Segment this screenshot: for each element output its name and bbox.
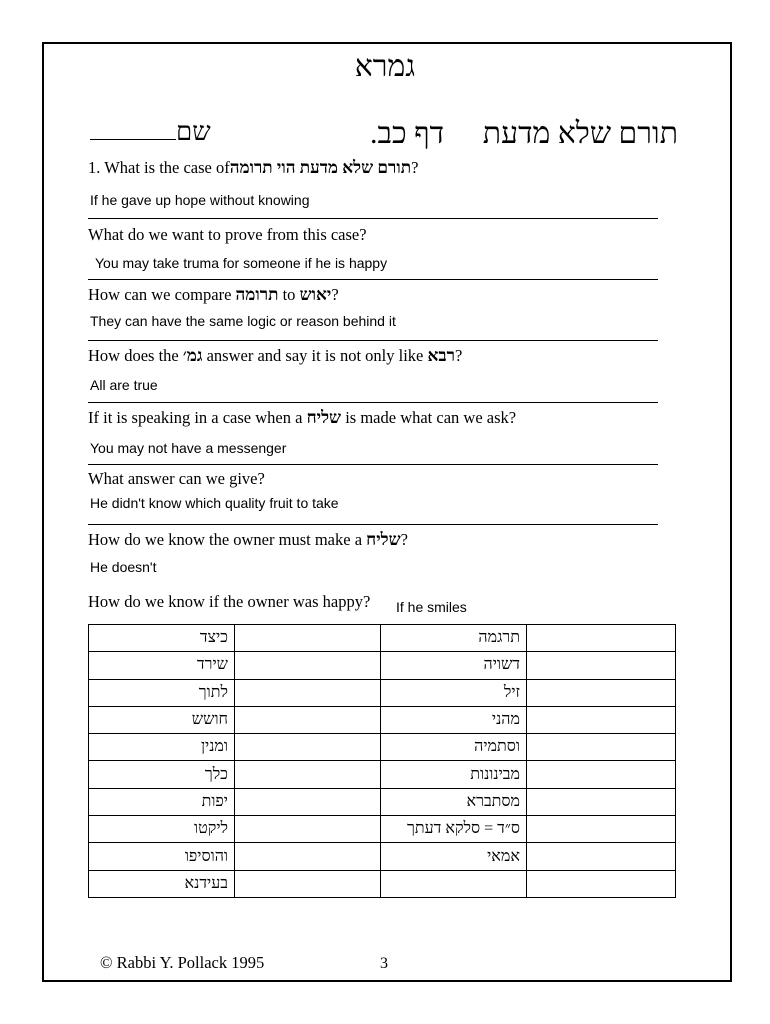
translation-cell[interactable]	[527, 761, 676, 788]
answer-3[interactable]: They can have the same logic or reason behind it	[90, 313, 396, 329]
table-row	[89, 843, 676, 870]
translation-cell[interactable]	[235, 870, 381, 897]
vocab-word-cell: דשויה	[381, 652, 527, 679]
answer-4[interactable]: All are true	[90, 377, 158, 393]
vocab-word-cell: זיל	[381, 679, 527, 706]
question-6: What answer can we give?	[88, 469, 265, 488]
table-row	[89, 652, 676, 679]
vocab-word-cell: יפות	[89, 788, 235, 815]
vocab-word-cell: תרגמה	[381, 625, 527, 652]
translation-cell[interactable]	[527, 679, 676, 706]
vocab-word-cell: וסתמיה	[381, 734, 527, 761]
answer-6[interactable]: He didn't know which quality fruit to take	[90, 495, 339, 511]
answer-line	[88, 402, 658, 403]
page-title: גמרא	[354, 50, 416, 83]
translation-cell[interactable]	[527, 843, 676, 870]
answer-7[interactable]: He doesn't	[90, 559, 157, 575]
question-5: If it is speaking in a case when a שליח is made what can we ask?	[88, 408, 517, 427]
answer-2[interactable]: You may take truma for someone if he is happy	[95, 255, 388, 271]
translation-cell[interactable]	[235, 706, 381, 733]
answer-1[interactable]: If he gave up hope without knowing	[90, 192, 310, 208]
translation-cell[interactable]	[235, 843, 381, 870]
answer-5[interactable]: You may not have a messenger	[90, 440, 287, 456]
table-row	[89, 625, 676, 652]
vocab-word-cell: ומנין	[89, 734, 235, 761]
table-row	[89, 734, 676, 761]
translation-cell[interactable]	[235, 734, 381, 761]
translation-cell[interactable]	[527, 816, 676, 843]
answer-line	[88, 218, 658, 219]
vocab-word-cell: מהני	[381, 706, 527, 733]
question-7: How do we know the owner must make a שליח?	[88, 530, 408, 549]
question-3: How can we compare תרומה to יאוש?	[88, 285, 339, 304]
question-8: How do we know if the owner was happy?	[88, 592, 371, 611]
vocab-word-cell: חושש	[89, 706, 235, 733]
copyright: © Rabbi Y. Pollack 1995	[100, 953, 265, 972]
vocab-word-cell: ס״ד = סלקא דעתך	[381, 816, 527, 843]
vocab-word-cell: בעידנא	[89, 870, 235, 897]
topic-heading: תורם שלא מדעת	[482, 117, 678, 150]
translation-cell[interactable]	[235, 816, 381, 843]
table-row	[89, 706, 676, 733]
translation-cell[interactable]	[527, 734, 676, 761]
vocab-word-cell: שירד	[89, 652, 235, 679]
name-blank[interactable]	[90, 117, 176, 140]
answer-line	[88, 340, 658, 341]
answer-line	[88, 524, 658, 525]
translation-cell[interactable]	[235, 652, 381, 679]
vocab-word-cell: כיצד	[89, 625, 235, 652]
vocab-word-cell: ליקטו	[89, 816, 235, 843]
table-row	[89, 679, 676, 706]
translation-cell[interactable]	[527, 870, 676, 897]
translation-cell[interactable]	[527, 652, 676, 679]
vocab-word-cell: כלך	[89, 761, 235, 788]
translation-cell[interactable]	[527, 788, 676, 815]
daf-heading: דף כב.	[370, 117, 445, 150]
name-label: שם	[176, 117, 211, 146]
question-2: What do we want to prove from this case?	[88, 225, 367, 244]
answer-line	[88, 464, 658, 465]
vocab-word-cell: לתוך	[89, 679, 235, 706]
answer-line	[88, 279, 658, 280]
translation-cell[interactable]	[235, 788, 381, 815]
translation-cell[interactable]	[235, 625, 381, 652]
table-row	[89, 870, 676, 897]
page-number: 3	[380, 955, 388, 972]
translation-cell[interactable]	[527, 706, 676, 733]
translation-cell[interactable]	[527, 625, 676, 652]
table-row	[89, 788, 676, 815]
question-4: How does the גמ׳ answer and say it is not only like רבא?	[88, 346, 463, 365]
translation-cell[interactable]	[235, 679, 381, 706]
vocab-word-cell: והוסיפו	[89, 843, 235, 870]
vocab-word-cell: מבינונות	[381, 761, 527, 788]
translation-cell[interactable]	[235, 761, 381, 788]
answer-8[interactable]: If he smiles	[396, 599, 467, 615]
table-row	[89, 761, 676, 788]
vocab-word-cell	[381, 870, 527, 897]
name-field[interactable]	[90, 117, 211, 147]
vocabulary-table	[88, 624, 676, 898]
question-1: 1. What is the case ofתורם שלא מדעת הוי תרומה?	[88, 158, 419, 177]
vocab-word-cell: מסתברא	[381, 788, 527, 815]
vocab-word-cell: אמאי	[381, 843, 527, 870]
table-row	[89, 816, 676, 843]
